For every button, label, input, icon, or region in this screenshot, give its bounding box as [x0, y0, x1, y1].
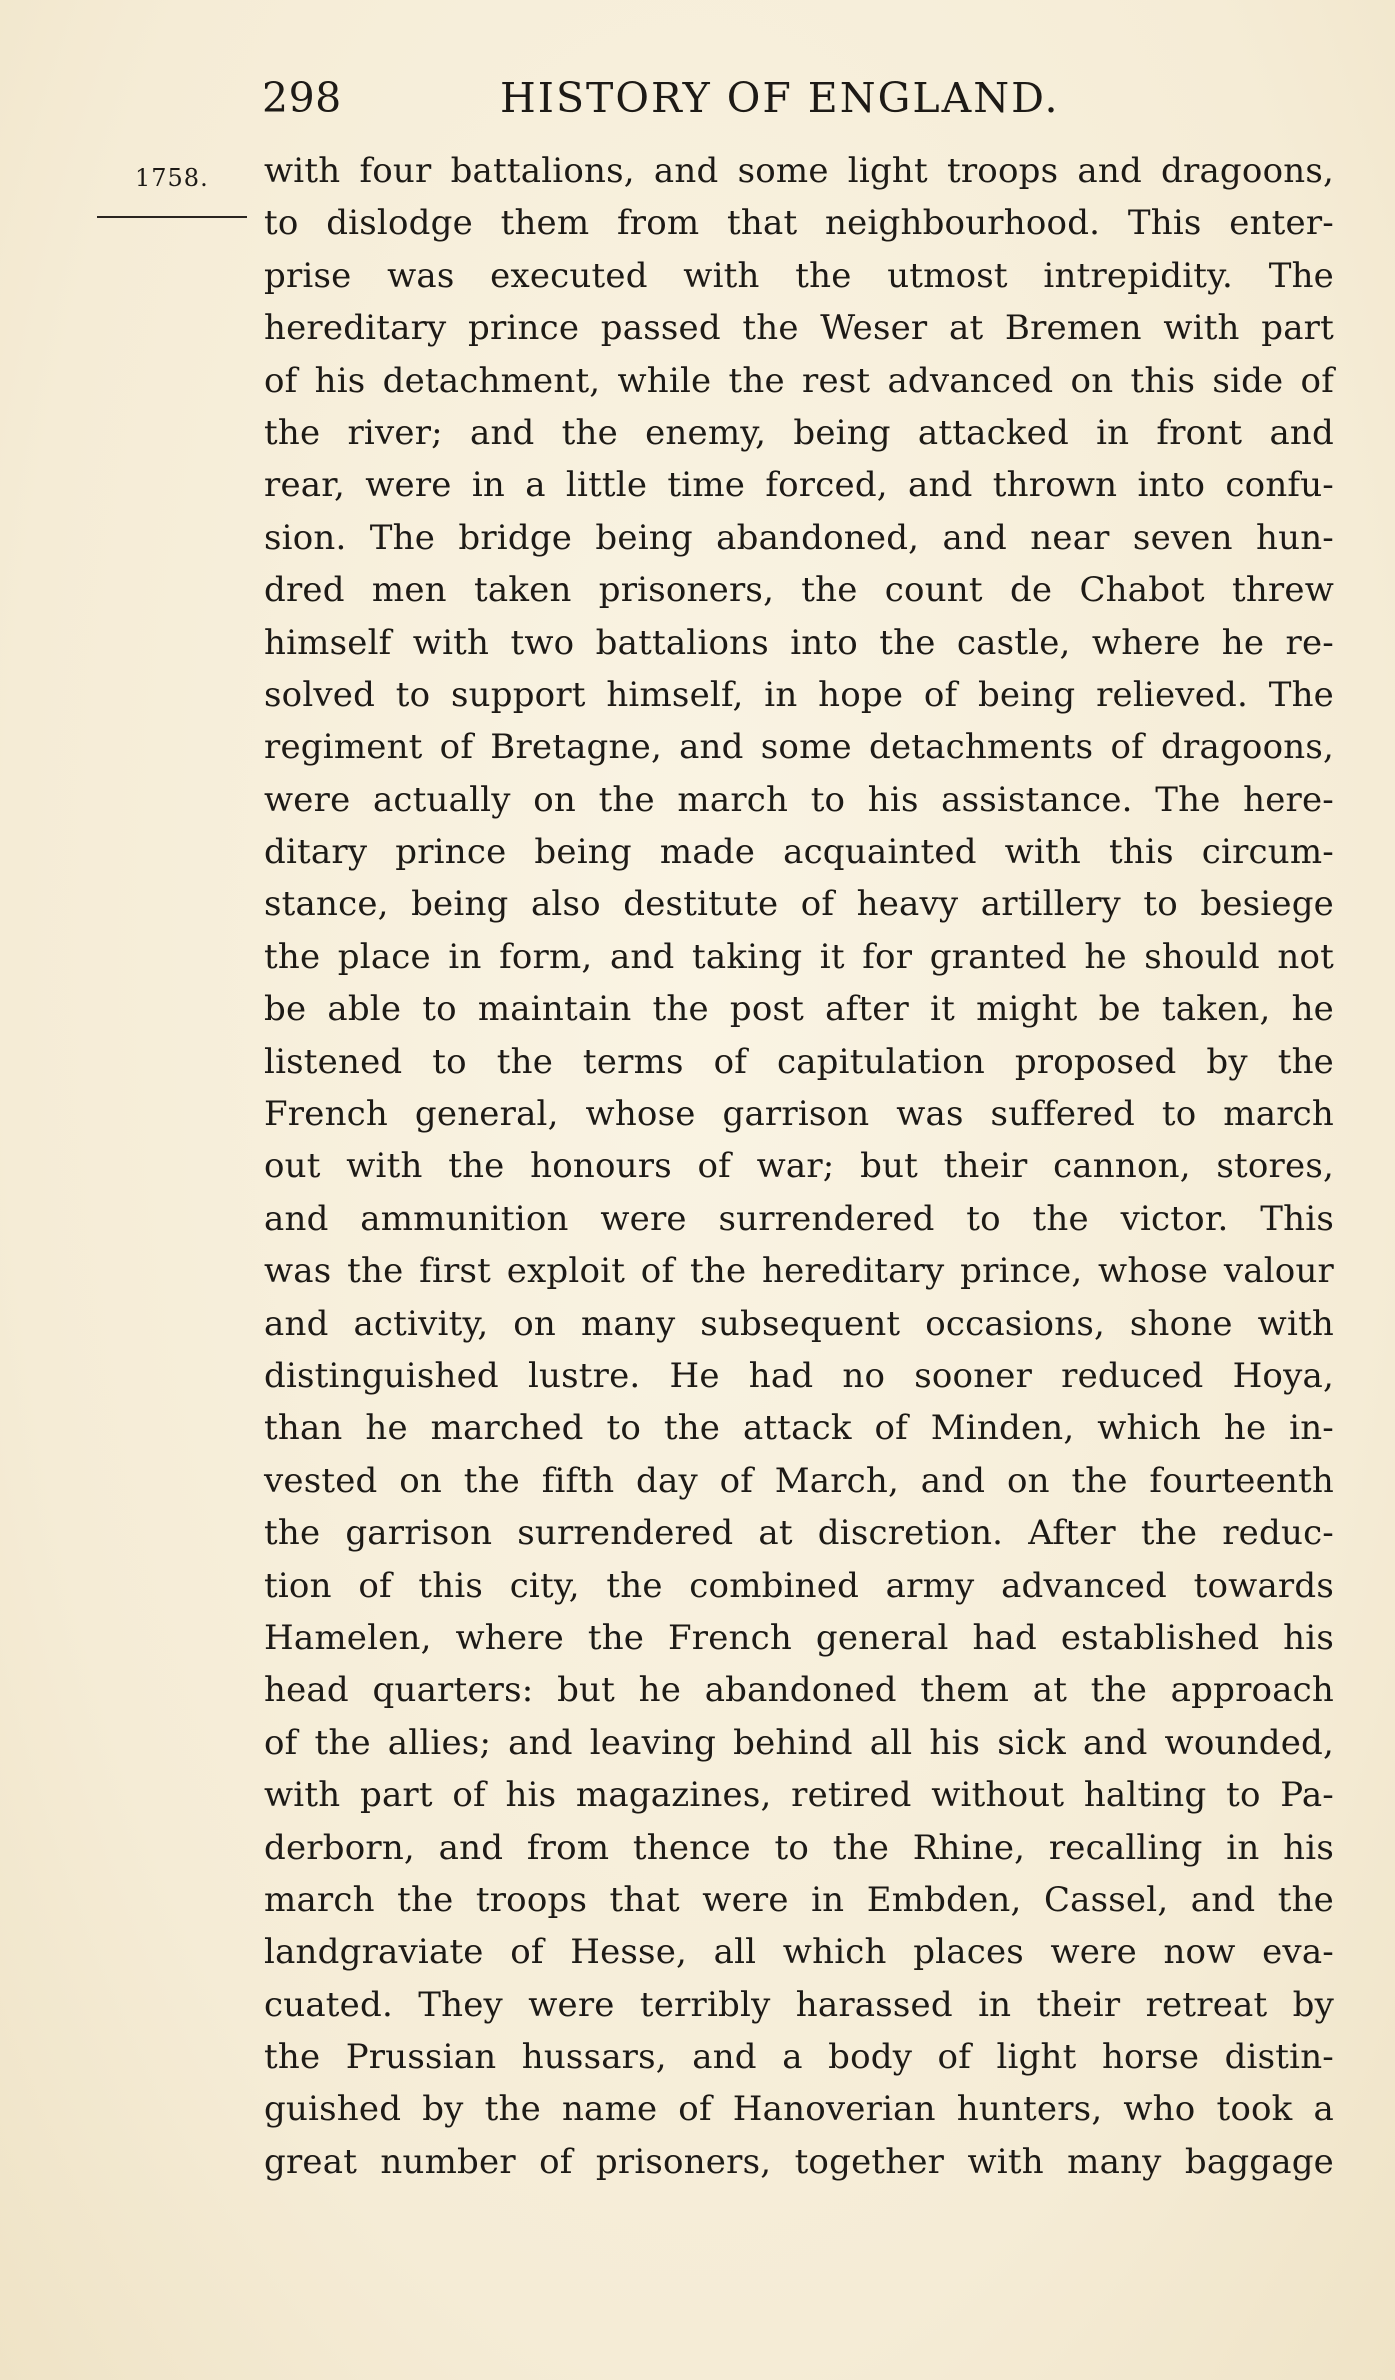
text-line: listened to the terms of capitulation proposed by the [264, 1041, 1334, 1082]
text-line: to dislodge them from that neighbourhood. This enter- [264, 203, 1334, 244]
text-line: tion of this city, the combined army advanced towards [264, 1565, 1334, 1606]
text-line: was the first exploit of the hereditary prince, whose valour [264, 1251, 1334, 1292]
text-line: distinguished lustre. He had no sooner reduced Hoya, [264, 1355, 1334, 1396]
text-line: the place in form, and taking it for granted he should not [264, 936, 1334, 977]
text-line: march the troops that were in Embden, Cassel, and the [264, 1879, 1334, 1920]
running-title: HISTORY OF ENGLAND. [500, 74, 1060, 122]
text-line: prise was executed with the utmost intrepidity. The [264, 255, 1334, 296]
text-line: solved to support himself, in hope of being relieved. The [264, 674, 1334, 715]
text-line: vested on the fifth day of March, and on the fourteenth [264, 1460, 1334, 1501]
text-line: derborn, and from thence to the Rhine, recalling in his [264, 1827, 1334, 1868]
text-line: hereditary prince passed the Weser at Bremen with part [264, 308, 1334, 349]
text-line: be able to maintain the post after it might be taken, he [264, 989, 1334, 1030]
text-line: were actually on the march to his assistance. The here- [264, 779, 1334, 820]
text-line: head quarters: but he abandoned them at the approach [264, 1670, 1334, 1711]
text-line: and ammunition were surrendered to the victor. This [264, 1198, 1334, 1239]
text-line: and activity, on many subsequent occasions, shone with [264, 1303, 1334, 1344]
text-line: ditary prince being made acquainted with this circum- [264, 832, 1334, 873]
text-line: the river; and the enemy, being attacked in front and [264, 412, 1334, 453]
running-head [262, 72, 1102, 124]
text-line: dred men taken prisoners, the count de Chabot threw [264, 570, 1334, 611]
text-line: out with the honours of war; but their cannon, stores, [264, 1146, 1334, 1187]
text-line: himself with two battalions into the castle, where he re- [264, 622, 1334, 663]
body-text [264, 145, 1334, 2188]
text-line: great number of prisoners, together with many baggage [264, 2141, 1334, 2182]
text-line: the garrison surrendered at discretion. After the reduc- [264, 1513, 1334, 1554]
text-line: French general, whose garrison was suffered to march [264, 1094, 1334, 1135]
text-line: landgraviate of Hesse, all which places were now eva- [264, 1932, 1334, 1973]
text-line: guished by the name of Hanoverian hunters, who took a [264, 2089, 1334, 2130]
text-line: of his detachment, while the rest advanced on this side of [264, 360, 1334, 401]
text-line: with part of his magazines, retired without halting to Pa- [264, 1775, 1334, 1816]
margin-rule-divider [97, 216, 247, 218]
text-line: with four battalions, and some light troops and dragoons, [264, 151, 1334, 191]
page-number: 298 [262, 74, 342, 122]
text-line: the Prussian hussars, and a body of light horse distin- [264, 2037, 1334, 2078]
text-line: stance, being also destitute of heavy artillery to besiege [264, 884, 1334, 925]
text-line: rear, were in a little time forced, and thrown into confu- [264, 465, 1334, 506]
text-line: Hamelen, where the French general had established his [264, 1617, 1334, 1658]
text-line: of the allies; and leaving behind all his sick and wounded, [264, 1722, 1334, 1763]
margin-year-note: 1758. [135, 164, 209, 192]
text-line: cuated. They were terribly harassed in their retreat by [264, 1984, 1334, 2025]
text-line: regiment of Bretagne, and some detachments of dragoons, [264, 727, 1334, 768]
text-line: sion. The bridge being abandoned, and near seven hun- [264, 517, 1334, 558]
text-line: than he marched to the attack of Minden, which he in- [264, 1408, 1334, 1449]
